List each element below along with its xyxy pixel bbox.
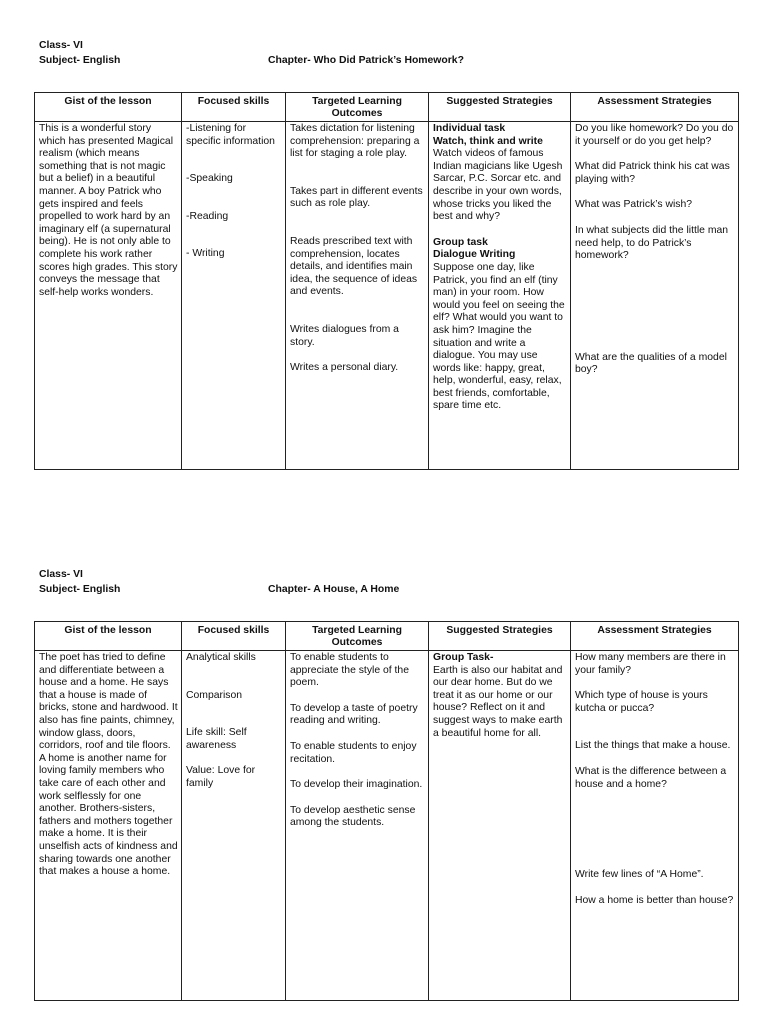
task-text: Earth is also our habitat and our dear home. But do we treat it as our home or our house? Reflect on it and suggest ways to make earth a beautiful home for all. bbox=[433, 664, 563, 739]
strategies-cell bbox=[429, 122, 571, 470]
outcome-item: Writes a personal diary. bbox=[290, 362, 399, 374]
outcomes-cell bbox=[286, 651, 429, 1001]
outcomes-cell bbox=[286, 122, 429, 470]
skill-item: - Writing bbox=[186, 248, 225, 260]
outcome-item: Takes part in different events such as role play. bbox=[290, 185, 423, 210]
header-assessment: Assessment Strategies bbox=[571, 93, 739, 122]
skill-item: -Reading bbox=[186, 210, 229, 222]
strategies-cell bbox=[429, 651, 571, 1001]
skill-item: Comparison bbox=[186, 689, 243, 701]
chapter-title-2: Chapter- A House, A Home bbox=[268, 584, 400, 595]
task-text: Suppose one day, like Patrick, you find an elf (tiny man) in your room. How would you feel on seeing the elf? What would you want to ask him? Imagine the situation and write a dialogue. You may use words like: happy, great, help, wonderful, easy, relax, best friends, comfortable, spare time etc. bbox=[433, 261, 565, 412]
gist-text: The poet has tried to define and differentiate between a house and a home. He says that a house is made of bricks, stone and hardwood. It also has fine paints, chimney, window glass, doors, corridors, roof and tile floors. A home is another name for loving family members who take care of each other and work selflessly for one another. Brothers-sisters, fathers and mothers together make a home. It is their unselfish acts of kindness and sharing towards one another that makes a house a home. bbox=[39, 652, 178, 878]
table-header-row bbox=[35, 93, 739, 122]
header-gist: Gist of the lesson bbox=[35, 622, 182, 651]
assessment-question: Write few lines of “A Home”. bbox=[575, 869, 704, 881]
table-header-row bbox=[35, 622, 739, 651]
assessment-question: What did Patrick think his cat was playing with? bbox=[575, 161, 730, 185]
outcome-item: Reads prescribed text with comprehension, locates details, and identifies main idea, the sequence of ideas and events. bbox=[290, 235, 418, 298]
class-label-2: Class- VI bbox=[39, 569, 83, 580]
task-text: Watch videos of famous Indian magicians like Ugesh Sarcar, P.C. Sorcar etc. and describe in your own words, whose tricks you liked the best and why? bbox=[433, 148, 563, 223]
skill-item: Value: Love for family bbox=[186, 765, 256, 789]
lesson-plan-table-2 bbox=[34, 621, 739, 1001]
header-skills: Focused skills bbox=[182, 622, 286, 651]
task-subtitle: Watch, think and write bbox=[433, 135, 543, 147]
subject-label-2: Subject- English bbox=[39, 584, 121, 595]
header-strategies: Suggested Strategies bbox=[429, 93, 571, 122]
skills-cell bbox=[182, 122, 286, 470]
assessment-question: What are the qualities of a model boy? bbox=[575, 351, 727, 376]
gist-cell bbox=[35, 122, 182, 470]
outcome-item: To develop aesthetic sense among the students. bbox=[290, 804, 416, 829]
assessment-question: Do you like homework? Do you do it yourself or do you get help? bbox=[575, 123, 734, 147]
outcome-item: To enable students to appreciate the style of the poem. bbox=[290, 652, 409, 689]
header-outcomes: Targeted Learning Outcomes bbox=[286, 622, 429, 651]
task-title: Individual task bbox=[433, 123, 506, 134]
outcome-item: Takes dictation for listening comprehension: preparing a list for staging a role play. bbox=[290, 123, 420, 160]
task-title: Group Task- bbox=[433, 652, 494, 663]
assessment-cell bbox=[571, 651, 739, 1001]
class-label-1: Class- VI bbox=[39, 40, 83, 51]
outcome-item: To develop their imagination. bbox=[290, 779, 423, 791]
assessment-question: What was Patrick’s wish? bbox=[575, 199, 693, 211]
table-row bbox=[35, 651, 739, 1001]
header-outcomes: Targeted Learning Outcomes bbox=[286, 93, 429, 122]
table-row bbox=[35, 122, 739, 470]
chapter-title-1: Chapter- Who Did Patrick’s Homework? bbox=[268, 55, 464, 66]
task-subtitle: Dialogue Writing bbox=[433, 249, 516, 261]
gist-cell bbox=[35, 651, 182, 1001]
assessment-cell bbox=[571, 122, 739, 470]
task-title: Group task bbox=[433, 236, 488, 248]
skills-cell bbox=[182, 651, 286, 1001]
outcome-item: To develop a taste of poetry reading and writing. bbox=[290, 702, 418, 727]
lesson-plan-table-1 bbox=[34, 92, 739, 470]
assessment-question: Which type of house is yours kutcha or pucca? bbox=[575, 690, 708, 714]
assessment-question: How many members are there in your family? bbox=[575, 652, 726, 676]
gist-text: This is a wonderful story which has presented Magical realism (which means something that is not magic but a belief) in a beautiful manner. A boy Patrick who gets inspired and feels propelled to work hard by an imaginary elf (a supernatural being). He is not only able to complete his work rather scores high grades. This story conveys the message that self-help works wonders. bbox=[39, 123, 178, 298]
outcome-item: Writes dialogues from a story. bbox=[290, 323, 399, 348]
assessment-question: How a home is better than house? bbox=[575, 894, 734, 906]
skill-item: Analytical skills bbox=[186, 652, 256, 663]
skill-item: -Speaking bbox=[186, 173, 233, 185]
assessment-question: In what subjects did the little man need help, to do Patrick’s homework? bbox=[575, 224, 729, 262]
assessment-question: List the things that make a house. bbox=[575, 740, 731, 752]
header-gist: Gist of the lesson bbox=[35, 93, 182, 122]
header-strategies: Suggested Strategies bbox=[429, 622, 571, 651]
header-skills: Focused skills bbox=[182, 93, 286, 122]
subject-label-1: Subject- English bbox=[39, 55, 121, 66]
assessment-question: What is the difference between a house and a home? bbox=[575, 765, 727, 790]
skill-item: -Listening for specific information bbox=[186, 123, 275, 147]
skill-item: Life skill: Self awareness bbox=[186, 727, 247, 751]
outcome-item: To enable students to enjoy recitation. bbox=[290, 740, 417, 765]
header-assessment: Assessment Strategies bbox=[571, 622, 739, 651]
